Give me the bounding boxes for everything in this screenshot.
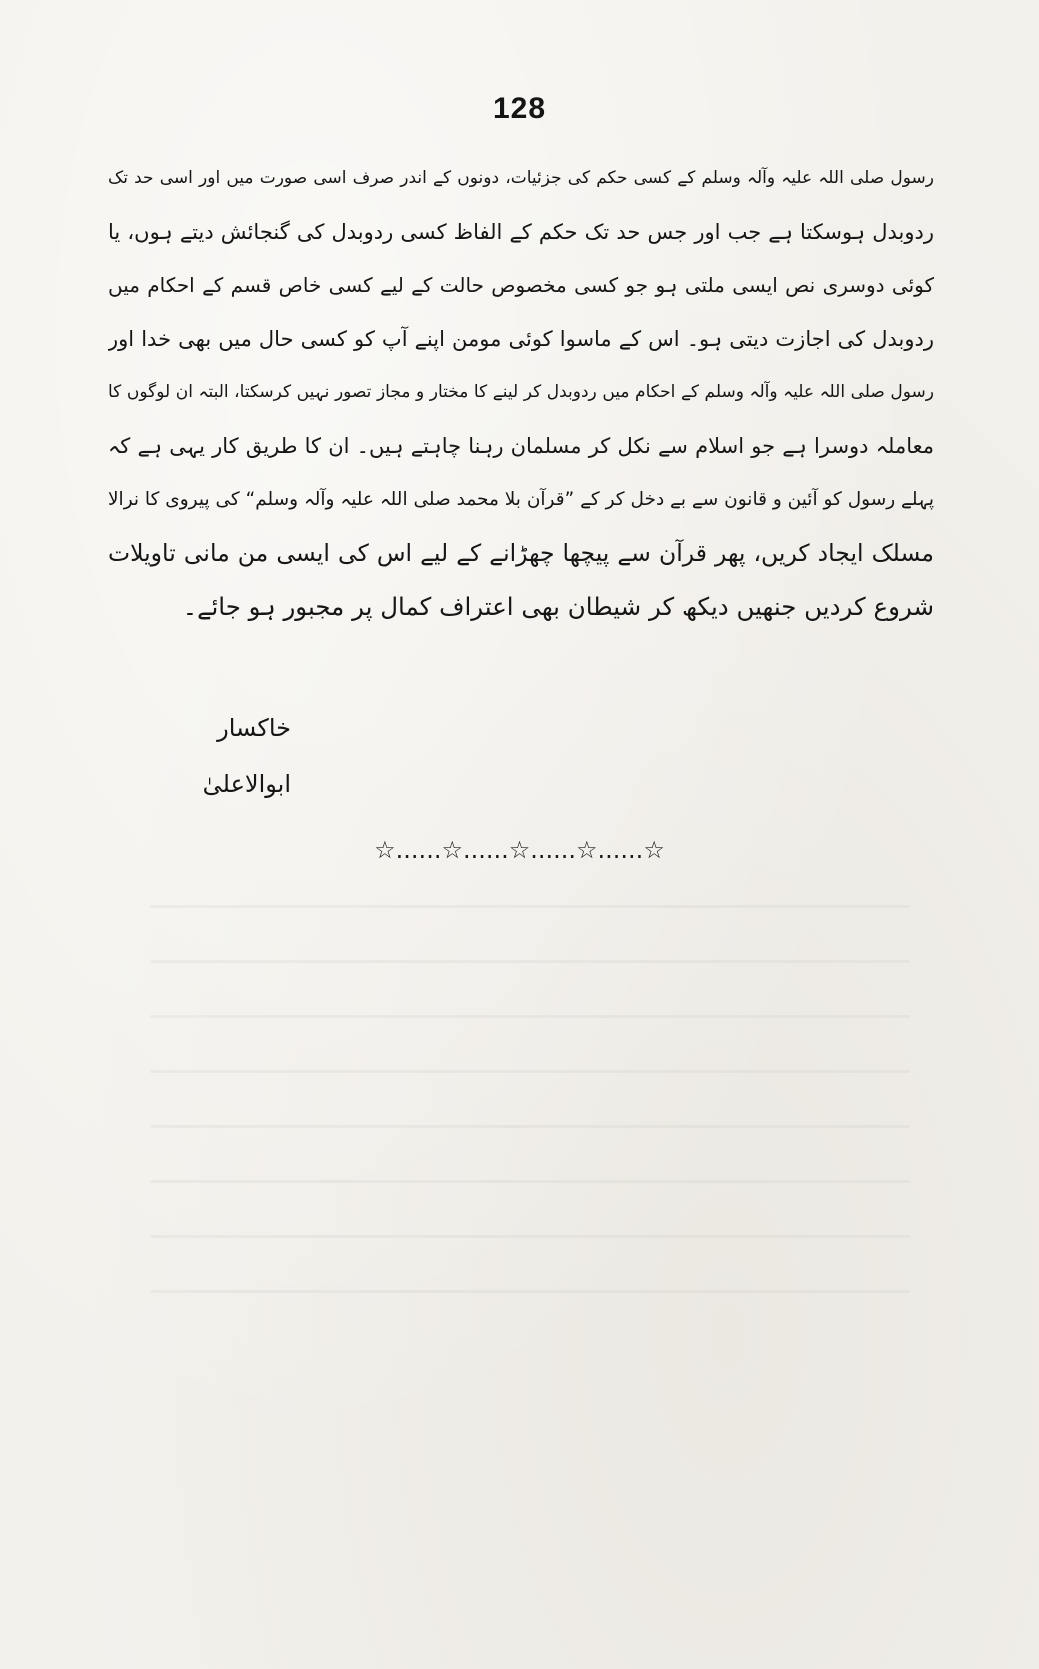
signature-humble: خاکسار [217, 714, 291, 742]
paragraph-line: مسلک ایجاد کریں، پھر قرآن سے پیچھا چھڑانے کے لیے اس کی ایسی من مانی تاویلات [108, 538, 934, 567]
paragraph-line: رسول صلی اللہ علیہ وآلہ وسلم کے احکام میں ردوبدل کر لینے کا مختار و مجاز تصور نہیں کرسکتا، البتہ ان لوگوں کا [108, 382, 934, 402]
show-through-mark [150, 1125, 910, 1128]
signature-author: ابوالاعلیٰ [202, 770, 291, 798]
show-through-mark [150, 1290, 910, 1293]
show-through-mark [150, 1015, 910, 1018]
show-through-mark [150, 905, 910, 908]
show-through-mark [150, 1070, 910, 1073]
show-through-mark [150, 1235, 910, 1238]
paragraph-line: ردوبدل کی اجازت دیتی ہو۔ اس کے ماسوا کوئی مومن اپنے آپ کو کسی حال میں بھی خدا اور [108, 326, 934, 351]
paragraph-line: رسول صلی اللہ علیہ وآلہ وسلم کے کسی حکم کی جزئیات، دونوں کے اندر صرف اسی صورت میں اور اسی حد تک [108, 168, 934, 188]
show-through-mark [150, 1180, 910, 1183]
signature-block [203, 700, 291, 812]
paragraph-line: شروع کردیں جنھیں دیکھ کر شیطان بھی اعتراف کمال پر مجبور ہو جائے۔ [182, 592, 934, 621]
paragraph-line: کوئی دوسری نص ایسی ملتی ہو جو کسی مخصوص حالت کے لیے کسی خاص قسم کے احکام میں [108, 273, 934, 297]
paragraph-line: معاملہ دوسرا ہے جو اسلام سے نکل کر مسلمان رہنا چاہتے ہیں۔ ان کا طریق کار یہی ہے کہ [108, 433, 934, 458]
section-divider-stars: ☆......☆......☆......☆......☆ [374, 836, 665, 864]
page-number: 128 [492, 92, 547, 125]
urdu-paragraph [108, 152, 934, 634]
paragraph-line: پہلے رسول کو آئین و قانون سے بے دخل کر کے ”قرآن بلا محمد صلی اللہ علیہ وآلہ وسلم“ کی پیروی کا نرالا [108, 489, 934, 510]
paragraph-line: ردوبدل ہوسکتا ہے جب اور جس حد تک حکم کے الفاظ کسی ردوبدل کی گنجائش دیتے ہوں، یا [108, 219, 934, 244]
show-through-mark [150, 960, 910, 963]
